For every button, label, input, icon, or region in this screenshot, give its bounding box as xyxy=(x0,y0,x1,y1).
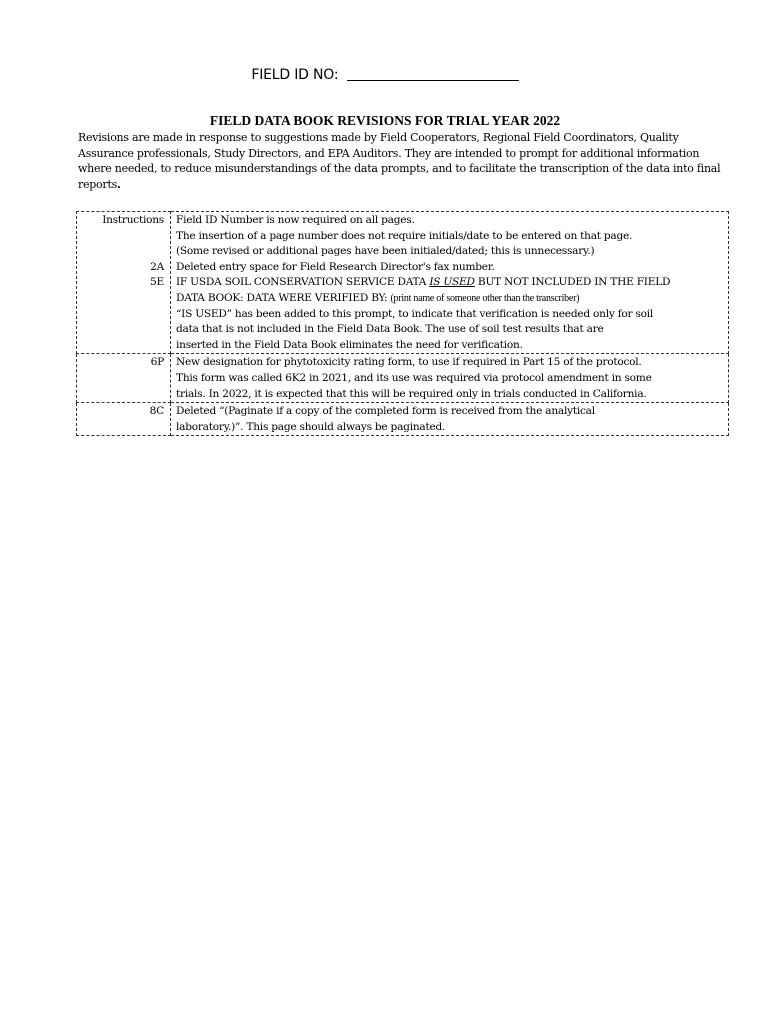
revision-line: trials. In 2022, it is expected that this will be required only in trials conducted in California. xyxy=(176,387,647,400)
verified-by-note: (print name of someone other than the transcriber) xyxy=(390,292,580,304)
table-row xyxy=(77,403,729,436)
revision-description-cell xyxy=(171,403,729,436)
revision-line xyxy=(176,275,724,291)
verified-by-prompt: DATA BOOK: DATA WERE VERIFIED BY: xyxy=(176,291,391,304)
table-row xyxy=(77,354,729,403)
is-used-emphasis: IS USED xyxy=(429,276,475,289)
revision-code: 6P xyxy=(77,354,171,403)
field-id-line xyxy=(0,66,770,83)
soil-prompt-text-end: BUT NOT INCLUDED IN THE FIELD xyxy=(474,276,671,289)
page-title: FIELD DATA BOOK REVISIONS FOR TRIAL YEAR 2022 xyxy=(209,113,561,128)
soil-prompt-text: IF USDA SOIL CONSERVATION SERVICE DATA xyxy=(176,276,430,289)
revision-line: data that is not included in the Field Data Book. The use of soil test results that are xyxy=(176,323,604,336)
field-id-blank[interactable] xyxy=(347,66,519,81)
revision-description-cell xyxy=(171,354,729,403)
revision-line: (Some revised or additional pages have been initialed/dated; this is unnecessary.) xyxy=(176,245,595,258)
revision-line: Deleted “(Paginate if a copy of the completed form is received from the analytical xyxy=(176,405,595,418)
revision-line: Deleted entry space for Field Research Director's fax number. xyxy=(176,260,495,273)
revision-line: The insertion of a page number does not require initials/date to be entered on that page. xyxy=(176,229,633,242)
revision-code: Instructions xyxy=(102,214,164,226)
field-id-label: FIELD ID NO: xyxy=(251,67,339,83)
revision-description-cell xyxy=(171,212,729,354)
table-row xyxy=(77,212,729,354)
revision-line: inserted in the Field Data Book eliminates the need for verification. xyxy=(176,338,523,351)
revision-code xyxy=(82,229,164,245)
revision-code: 2A xyxy=(150,260,164,273)
revision-line: laboratory.)”. This page should always be paginated. xyxy=(176,420,446,433)
revision-code: 8C xyxy=(77,403,171,436)
revisions-table xyxy=(76,211,729,436)
revision-code xyxy=(82,244,164,260)
revision-code: 5E xyxy=(150,276,164,289)
revision-line: “IS USED” has been added to this prompt, to indicate that verification is needed only for soil xyxy=(176,307,654,320)
revision-codes-cell xyxy=(77,212,171,354)
intro-paragraph xyxy=(78,130,730,192)
intro-text: Revisions are made in response to suggestions made by Field Cooperators, Regional Field Coordinators, Quality Assurance professionals, Study Directors, and EPA Auditors. They are intended to prompt for additional information where needed, to reduce misunderstandings of the data prompts, and to facilitate the transcription of the data into final reports xyxy=(78,131,721,191)
revision-line: Field ID Number is now required on all pages. xyxy=(176,214,415,226)
revision-line xyxy=(176,291,724,307)
revision-line: This form was called 6K2 in 2021, and its use was required via protocol amendment in some xyxy=(176,371,652,384)
intro-period: . xyxy=(117,177,121,191)
revision-line: New designation for phytotoxicity rating form, to use if required in Part 15 of the protocol. xyxy=(176,356,642,369)
